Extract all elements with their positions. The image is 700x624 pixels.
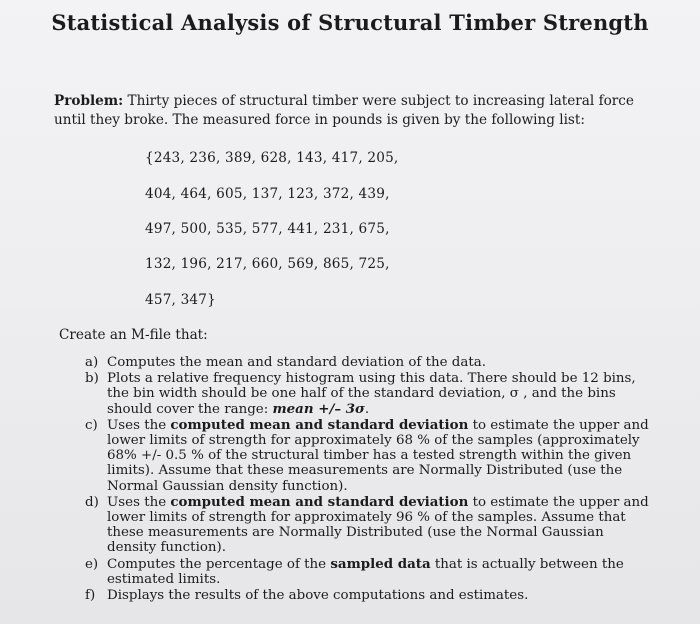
task-label: b) xyxy=(85,371,99,387)
task-text: Displays the results of the above computations and estimates. xyxy=(107,588,529,604)
task-text xyxy=(107,557,655,587)
task-text xyxy=(107,495,655,556)
data-line: 132, 196, 217, 660, 569, 865, 725, xyxy=(145,256,390,272)
task-item-f xyxy=(85,588,655,603)
task-text-main: Plots a relative frequency histogram using this data. There should be 12 bins, the bin width should be one half of the standard deviation, σ , and the bins should cover the range: xyxy=(107,371,636,417)
task-text-post: that is actually between the estimated limits. xyxy=(107,556,624,587)
task-item-b xyxy=(85,371,655,417)
problem-statement xyxy=(54,92,634,130)
page-title: Statistical Analysis of Structural Timber Strength xyxy=(51,10,649,35)
task-text xyxy=(107,418,655,494)
task-text-pre: Uses the xyxy=(107,417,171,433)
problem-text: Thirty pieces of structural timber were subject to increasing lateral force until they broke. The measured force in pounds is given by the following list: xyxy=(54,93,634,128)
range-formula: mean +/– 3σ xyxy=(272,400,365,417)
data-line: 497, 500, 535, 577, 441, 231, 675, xyxy=(145,221,390,237)
task-item-c xyxy=(85,418,655,494)
task-text-bold: computed mean and standard deviation xyxy=(170,493,469,510)
create-label: Create an M-file that: xyxy=(59,327,208,343)
task-label: c) xyxy=(85,417,98,433)
task-label: f) xyxy=(85,588,96,604)
data-line: 457, 347} xyxy=(145,292,216,308)
data-line: {243, 236, 389, 628, 143, 417, 205, xyxy=(145,150,399,166)
task-item-d xyxy=(85,495,655,556)
task-text-post: to estimate the upper and lower limits of strength for approximately 68 % of the samples (approximately 68% +/- 0.5 % of the structural timber has a tested strength within the given limits). Assume that these measurements are Normally Distributed (use the Normal Gaussian density function). xyxy=(107,417,649,494)
task-list xyxy=(85,355,655,604)
task-text-post: to estimate the upper and lower limits of strength for approximately 96 % of the samples. Assume that these measurements are Normally Distributed (use the Normal Gaussian density function). xyxy=(107,494,649,556)
task-text xyxy=(107,371,655,417)
task-item-e xyxy=(85,557,655,587)
task-label: d) xyxy=(85,494,99,510)
task-text-pre: Computes the percentage of the xyxy=(107,556,331,572)
task-label: e) xyxy=(85,556,99,572)
task-text: Computes the mean and standard deviation of the data. xyxy=(107,355,486,370)
task-text-end: . xyxy=(364,401,370,417)
problem-lead: Problem: xyxy=(54,93,124,109)
task-text-bold: computed mean and standard deviation xyxy=(170,416,469,433)
task-text-pre: Uses the xyxy=(107,494,171,510)
task-item-a xyxy=(85,355,655,370)
data-line: 404, 464, 605, 137, 123, 372, 439, xyxy=(145,186,390,202)
task-label: a) xyxy=(85,355,99,370)
task-text-bold: sampled data xyxy=(330,555,431,572)
